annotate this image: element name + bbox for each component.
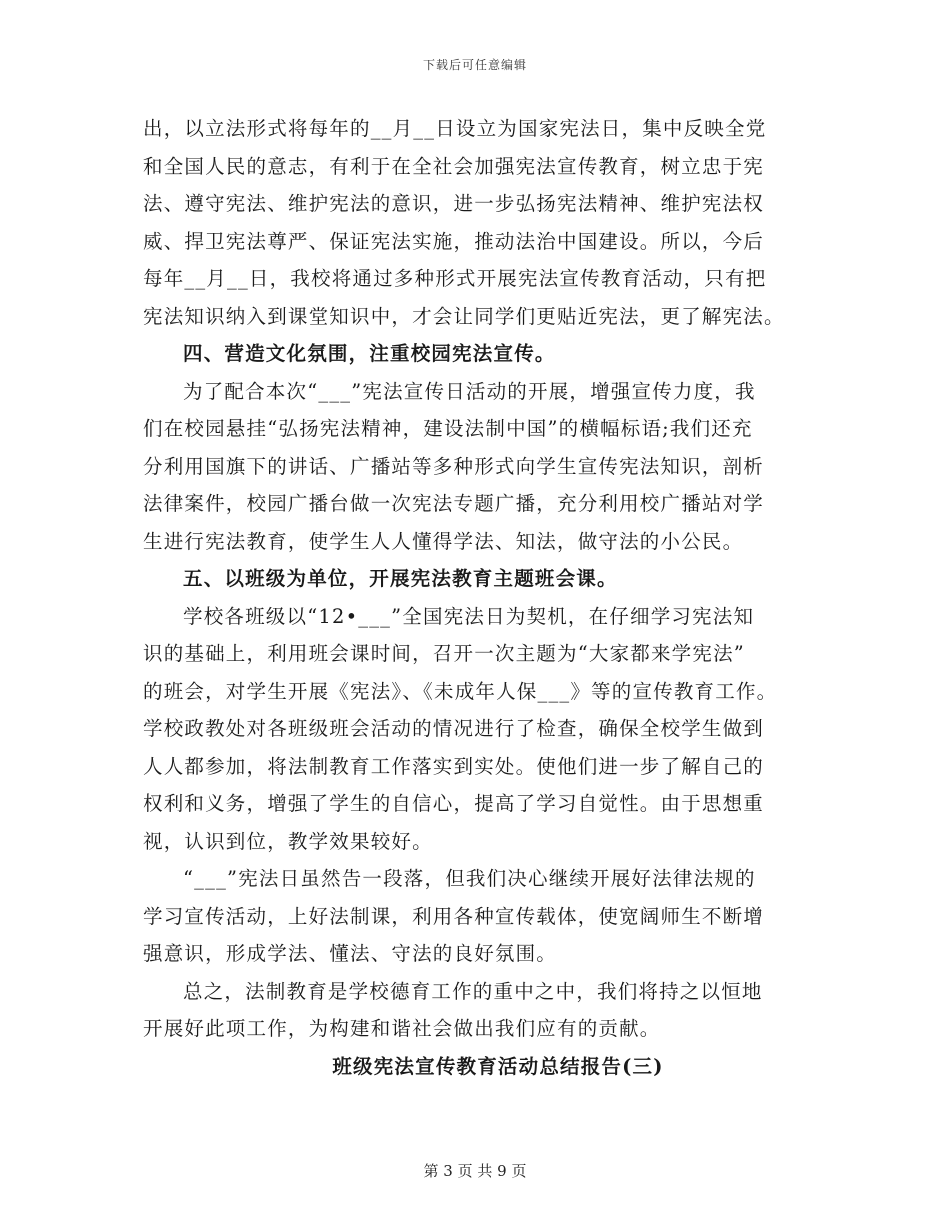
body-line: 权利和义务，增强了学生的自信心，提高了学习自觉性。由于思想重 bbox=[143, 792, 765, 815]
body-line: 强意识，形成学法、懂法、守法的良好氛围。 bbox=[143, 942, 558, 965]
body-line: 出，以立法形式将每年的__月__日设立为国家宪法日，集中反映全党 bbox=[143, 117, 767, 140]
body-line: 们在校园悬挂“弘扬宪法精神，建设法制中国”的横幅标语;我们还充 bbox=[143, 417, 753, 440]
body-line: “___”宪法日虽然告一段落，但我们决心继续开展好法律法规的 bbox=[183, 867, 756, 890]
body-line: 法律案件，校园广播台做一次宪法专题广播，充分利用校广播站对学 bbox=[143, 492, 765, 515]
body-line: 分利用国旗下的讲话、广播站等多种形式向学生宣传宪法知识，剖析 bbox=[143, 454, 765, 478]
body-line: 学校各班级以“12•___”全国宪法日为契机，在仔细学习宪法知 bbox=[183, 604, 755, 628]
body-line: 视，认识到位，教学效果较好。 bbox=[143, 829, 433, 853]
page-number: 第 3 页 共 9 页 bbox=[423, 1162, 527, 1180]
body-line: 每年__月__日，我校将通过多种形式开展宪法宣传教育活动，只有把 bbox=[143, 267, 767, 290]
body-line: 总之，法制教育是学校德育工作的重中之中，我们将持之以恒地 bbox=[183, 979, 763, 1003]
body-line: 宪法知识纳入到课堂知识中，才会让同学们更贴近宪法，更了解宪法。 bbox=[143, 304, 785, 328]
body-line: 学习宣传活动，上好法制课，利用各种宣传载体，使宽阔师生不断增 bbox=[143, 904, 765, 928]
body-line: 的班会，对学生开展《宪法》、《未成年人保___》等的宣传教育工作。 bbox=[143, 679, 778, 703]
section-heading-4: 四、营造文化氛围，注重校园宪法宣传。 bbox=[183, 342, 556, 365]
body-line: 开展好此项工作，为构建和谐社会做出我们应有的贡献。 bbox=[143, 1017, 661, 1040]
body-line: 法、遵守宪法、维护宪法的意识，进一步弘扬宪法精神、维护宪法权 bbox=[143, 192, 765, 215]
body-line: 人人都参加，将法制教育工作落实到实处。使他们进一步了解自己的 bbox=[143, 754, 765, 778]
body-line: 识的基础上，利用班会课时间，召开一次主题为“大家都来学宪法” bbox=[143, 642, 745, 665]
next-report-title: 班级宪法宣传教育活动总结报告(三) bbox=[332, 1054, 664, 1078]
page-header-note: 下载后可任意编辑 bbox=[422, 58, 527, 72]
body-line: 学校政教处对各班级班会活动的情况进行了检查，确保全校学生做到 bbox=[143, 717, 765, 740]
body-line: 威、捍卫宪法尊严、保证宪法实施，推动法治中国建设。所以，今后 bbox=[143, 229, 765, 253]
section-heading-5: 五、以班级为单位，开展宪法教育主题班会课。 bbox=[183, 567, 618, 590]
body-line: 和全国人民的意志，有利于在全社会加强宪法宣传教育，树立忠于宪 bbox=[143, 154, 765, 178]
body-line: 为了配合本次“___”宪法宣传日活动的开展，增强宣传力度，我 bbox=[183, 379, 756, 403]
document-body bbox=[143, 110, 823, 1085]
body-line: 生进行宪法教育，使学生人人懂得学法、知法，做守法的小公民。 bbox=[143, 529, 744, 553]
